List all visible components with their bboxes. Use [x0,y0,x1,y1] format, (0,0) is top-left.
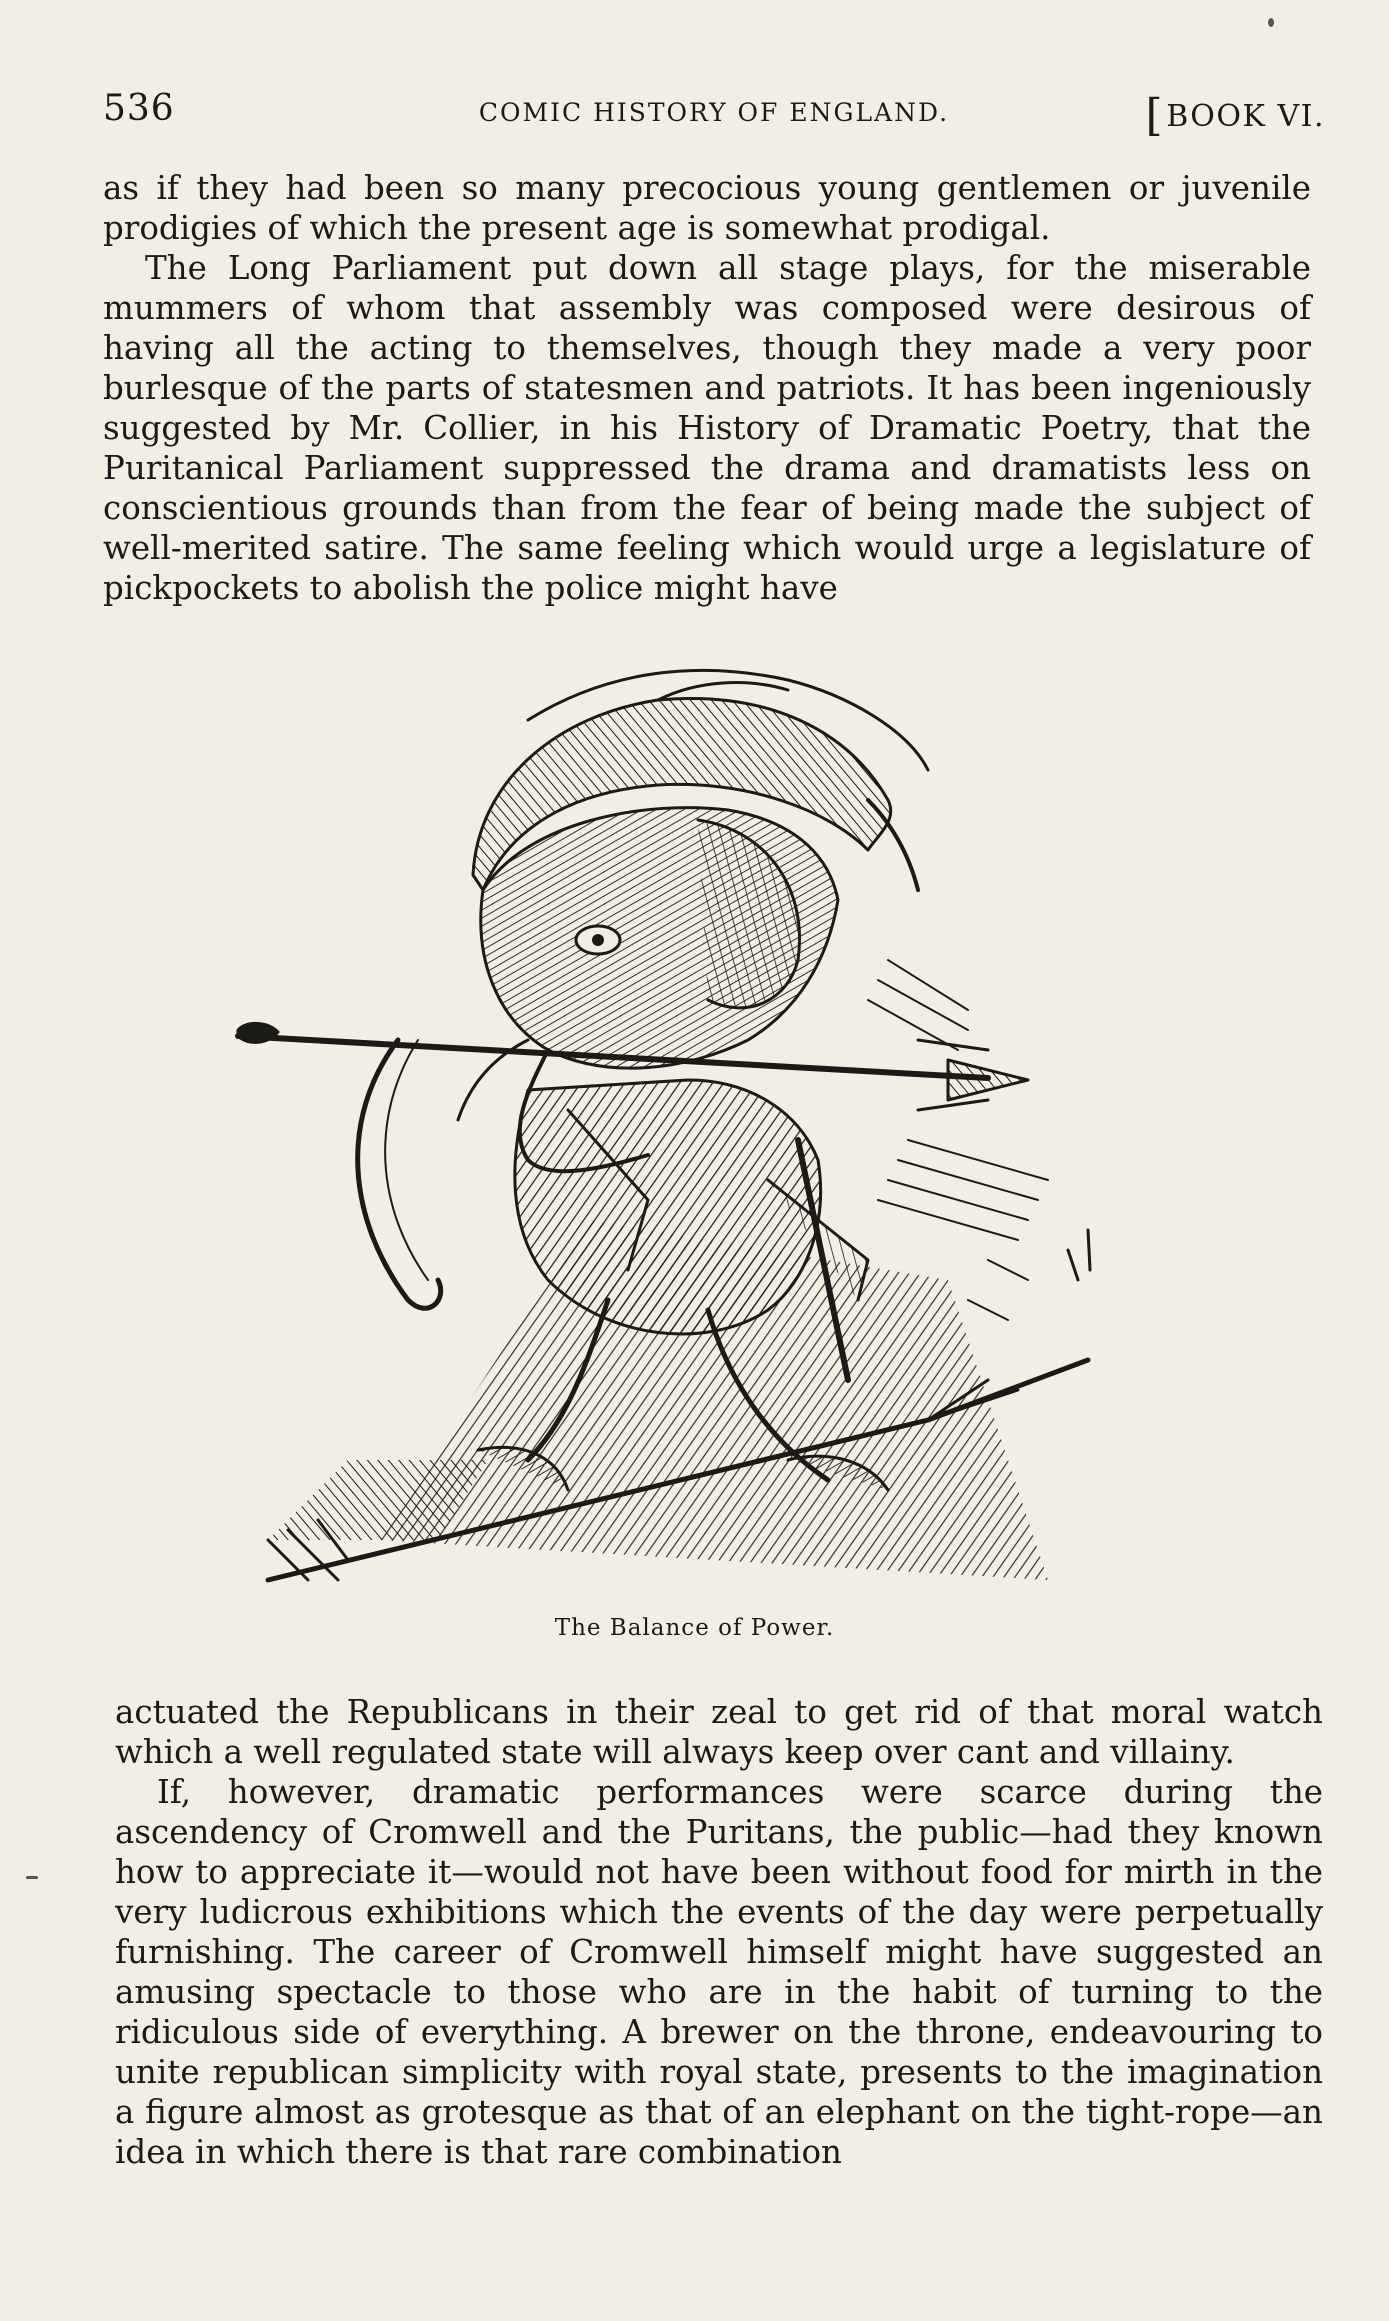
page-header [103,82,1325,142]
running-title: COMIC HISTORY OF ENGLAND. [478,98,950,127]
ink-speck [1268,18,1274,27]
paragraph: actuated the Republicans in their zeal to get rid of that moral watch which a well regulated state will always keep over cant and villainy. [115,1693,1323,1771]
page-number: 536 [103,88,175,129]
engraving-illustration [228,660,1208,1588]
paragraph: The Long Parliament put down all stage plays, for the miserable mummers of whom that assembly was composed were desirous of having all the acting to themselves, though they made a very poor burlesque of the parts of statesmen and patriots. It has been ingeniously suggested by Mr. Collier, in his History of Dramatic Poetry, that the Puritanical Parliament suppressed the drama and dramatists less on conscientious grounds than from the fear of being made the subject of well-merited satire. The same feeling which would urge a legislature of pickpockets to abolish the police might have [103,249,1311,607]
ink-speck [26,1876,38,1879]
body-text-bottom [115,1692,1323,2172]
figure-caption: The Balance of Power. [554,1615,835,1641]
book-marker [1145,86,1325,141]
paragraph: If, however, dramatic performances were scarce during the ascendency of Cromwell and the Puritans, the public—had they known how to appreciate it—would not have been without food for mirth in the very ludicrous exhibitions which the events of the day were perpetually furnishing. The career of Cromwell himself might have suggested an amusing spectacle to those who are in the habit of turning to the ridiculous side of everything. A brewer on the throne, endeavouring to unite republican simplicity with royal state, presents to the imagination a figure almost as grotesque as that of an elephant on the tight-rope—an idea in which there is that rare combination [115,1773,1323,2171]
book-marker-label: BOOK VI. [1166,99,1325,134]
body-text-top [103,168,1311,608]
bracket-glyph: [ [1145,90,1165,141]
paragraph: as if they had been so many precocious young gentlemen or juvenile prodigies of which the present age is somewhat prodigal. [103,169,1311,247]
